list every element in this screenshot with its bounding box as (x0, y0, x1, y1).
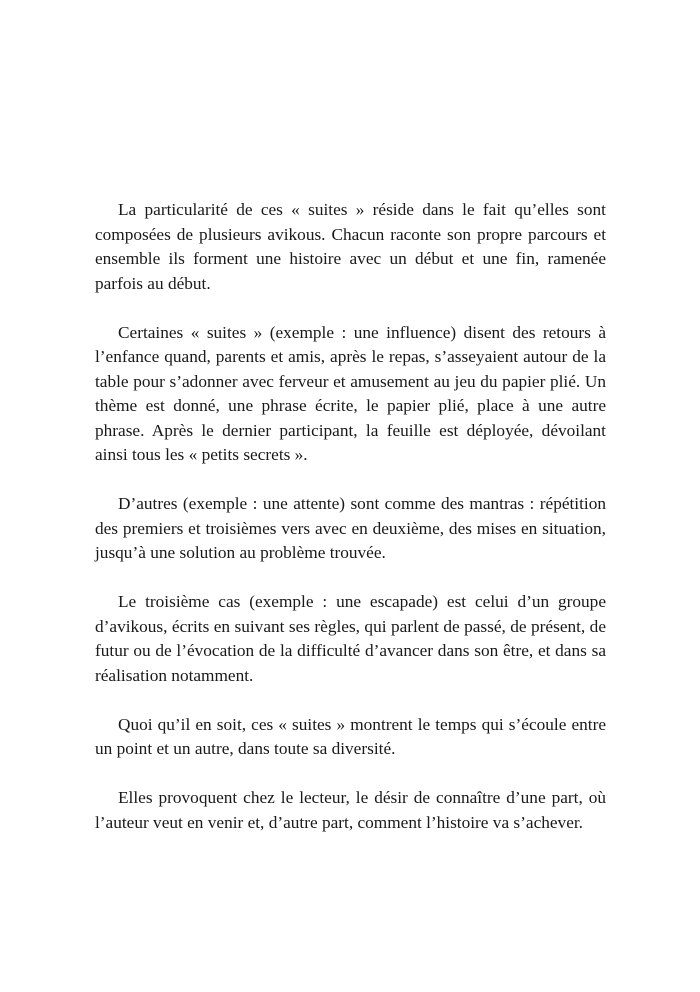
paragraph-5: Quoi qu’il en soit, ces « suites » montrent le temps qui s’écoule entre un point et un autre, dans toute sa diversité. (95, 714, 606, 758)
body-text (95, 198, 606, 835)
paragraph-6: Elles provoquent chez le lecteur, le désir de connaître d’une part, où l’auteur veut en venir et, d’autre part, comment l’histoire va s’achever. (95, 788, 606, 832)
paragraph-4: Le troisième cas (exemple : une escapade) est celui d’un groupe d’avikous, écrits en suivant ses règles, qui parlent de passé, de présent, de futur ou de l’évocation de la difficulté d’avancer dans son être, et dans sa réalisation notamment. (95, 592, 606, 685)
paragraph-3: D’autres (exemple : une attente) sont comme des mantras : répétition des premiers et troisièmes vers avec en deuxième, des mises en situation, jusqu’à une solution au problème trouvée. (95, 494, 606, 562)
paragraph-2: Certaines « suites » (exemple : une influence) disent des retours à l’enfance quand, parents et amis, après le repas, s’asseyaient autour de la table pour s’adonner avec ferveur et amusement au jeu du papier plié. Un thème est donné, une phrase écrite, le papier plié, place à une autre phrase. Après le dernier participant, la feuille est déployée, dévoilant ainsi tous les « petits secrets ». (95, 322, 606, 464)
paragraph-1: La particularité de ces « suites » réside dans le fait qu’elles sont composées de plusieurs avikous. Chacun raconte son propre parcours et ensemble ils forment une histoire avec un début et une fin, ramenée parfois au début. (95, 200, 606, 293)
